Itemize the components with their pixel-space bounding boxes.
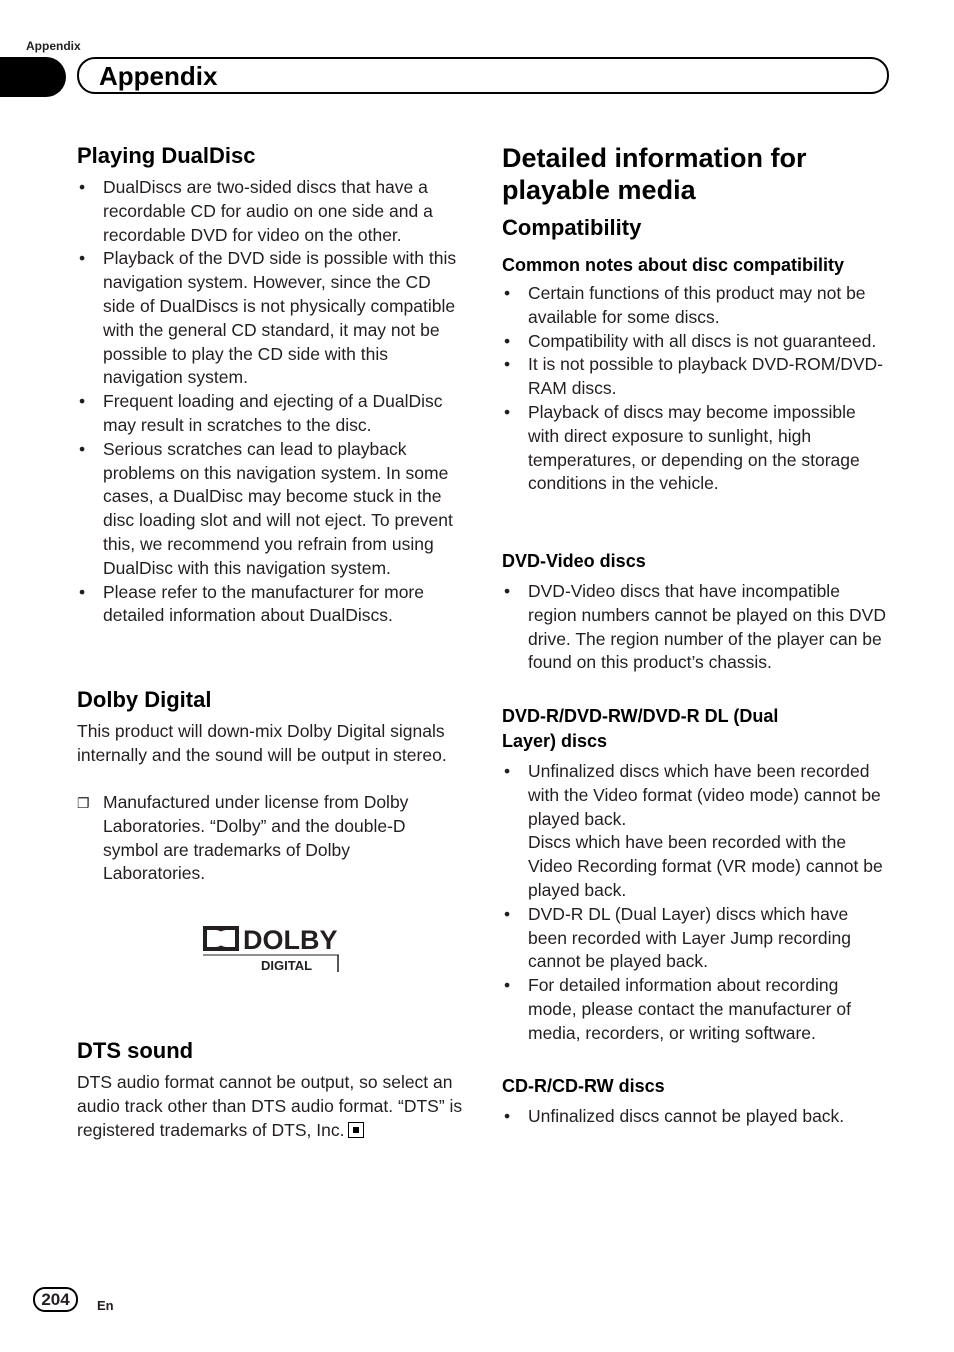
dts-paragraph-wrap	[77, 1071, 467, 1142]
section-end-icon	[348, 1122, 364, 1138]
dts-paragraph: DTS audio format cannot be output, so select an audio track other than DTS audio format. “DTS” is registered trademarks of DTS, Inc.	[77, 1072, 463, 1140]
dolby-note-list	[77, 791, 447, 886]
dvd-video-heading: DVD-Video discs	[502, 551, 646, 571]
section-title-bar	[77, 57, 889, 94]
common-notes-list	[502, 282, 887, 496]
dvd-r-heading: DVD-R/DVD-RW/DVD-R DL (Dual Layer) discs	[502, 706, 779, 751]
dolby-paragraph: This product will down-mix Dolby Digital signals internally and the sound will be output in stereo.	[77, 721, 447, 765]
list-item: • Frequent loading and ejecting of a DualDisc may result in scratches to the disc.	[77, 390, 467, 438]
list-item: • Compatibility with all discs is not guaranteed.	[502, 330, 887, 354]
list-item: • Please refer to the manufacturer for more detailed information about DualDiscs.	[77, 581, 467, 629]
running-head: Appendix	[26, 39, 81, 53]
list-item: • Playback of the DVD side is possible with this navigation system. However, since the CD side of DualDiscs is not physically compatible with the general CD standard, it may not be possible to play the CD side with this navigation system.	[77, 247, 467, 390]
dolby-heading: Dolby Digital	[77, 687, 212, 712]
section-title: Appendix	[99, 61, 218, 91]
list-item	[502, 760, 887, 903]
dolby-logo-text: DOLBY	[243, 925, 338, 955]
list-item-text: Discs which have been recorded with the Video Recording format (VR mode) cannot be played back.	[528, 832, 883, 900]
list-item: • Certain functions of this product may not be available for some discs.	[502, 282, 887, 330]
list-item: • Unfinalized discs cannot be played back.	[502, 1105, 892, 1129]
list-item-text: • Unfinalized discs which have been recorded with the Video format (video mode) cannot be played back.	[528, 761, 881, 829]
note-item: ❐ Manufactured under license from Dolby Laboratories. “Dolby” and the double-D symbol are trademarks of Dolby Laboratories.	[77, 791, 447, 886]
list-item: • DVD-R DL (Dual Layer) discs which have been recorded with Layer Jump recording cannot be played back.	[502, 903, 887, 974]
list-item: • Playback of discs may become impossible with direct exposure to sunlight, high temperatures, or depending on the storage conditions in the vehicle.	[502, 401, 887, 496]
cd-r-heading: CD-R/CD-RW discs	[502, 1076, 665, 1096]
dualdisc-list	[77, 176, 467, 628]
dolby-digital-logo	[203, 924, 343, 974]
list-item: • DualDiscs are two-sided discs that have a recordable CD for audio on one side and a recordable DVD for video on the other.	[77, 176, 467, 247]
dvd-r-list	[502, 760, 887, 1046]
dualdisc-heading: Playing DualDisc	[77, 143, 256, 168]
playable-media-heading: Detailed information for playable media	[502, 143, 807, 205]
cd-r-list	[502, 1105, 892, 1129]
section-tab	[0, 57, 66, 97]
list-item: • DVD-Video discs that have incompatible region numbers cannot be played on this DVD drive. The region number of the player can be found on this product’s chassis.	[502, 580, 892, 675]
common-notes-heading: Common notes about disc compatibility	[502, 255, 845, 275]
language-code: En	[97, 1298, 114, 1313]
page-number: 204	[33, 1287, 78, 1312]
list-item: • Serious scratches can lead to playback problems on this navigation system. In some cases, a DualDisc may become stuck in the disc loading slot and will not eject. To prevent this, we recommend you refrain from using DualDisc with this navigation system.	[77, 438, 467, 581]
dts-heading: DTS sound	[77, 1038, 194, 1063]
list-item: • It is not possible to playback DVD-ROM/DVD-RAM discs.	[502, 353, 887, 401]
dolby-logo-subtext: DIGITAL	[261, 958, 313, 973]
compatibility-heading: Compatibility	[502, 215, 642, 240]
list-item: • For detailed information about recording mode, please contact the manufacturer of media, recorders, or writing software.	[502, 974, 887, 1045]
dvd-video-list	[502, 580, 892, 675]
